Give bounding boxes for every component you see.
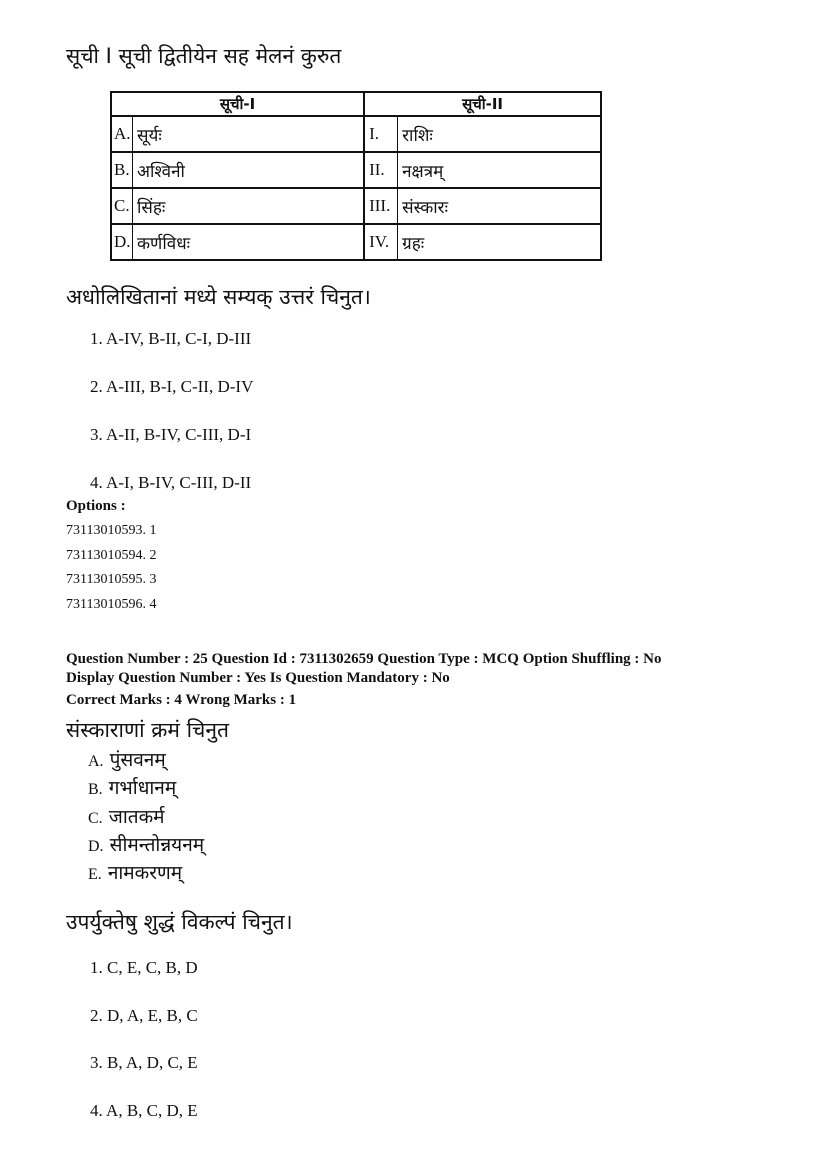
option-id: 73113010596. 4 [66,597,157,612]
row-value-left: अश्विनी [133,152,365,188]
table-header-row [111,92,601,116]
list-item [88,831,204,857]
column-header-list1: सूची-I [111,92,364,116]
option-id: 73113010594. 2 [66,548,157,563]
question-meta-line: Display Question Number : Yes Is Question Mandatory : No [66,670,450,686]
match-table [110,91,602,261]
answer-option-4[interactable]: 4. A, B, C, D, E [90,1101,198,1120]
row-label-right: IV. [364,224,398,260]
table-row [111,152,601,188]
row-value-left: कर्णविधः [133,224,365,260]
table-row [111,188,601,224]
item-text: जातकर्म [108,806,165,828]
column-header-list2: सूची-II [364,92,601,116]
question-title: सूची I सूची द्वितीयेन सह मेलनं कुरुत [66,44,342,68]
option-id: 73113010595. 3 [66,572,157,587]
item-letter: B. [88,781,103,798]
options-label: Options : [66,498,126,514]
list-item [88,774,176,800]
question-stem: संस्काराणां क्रमं चिनुत [66,718,230,742]
item-text: गर्भाधानम् [108,777,177,799]
answer-option-3[interactable]: 3. A-II, B-IV, C-III, D-I [90,425,252,444]
row-value-right: राशिः [398,116,601,152]
row-label-right: I. [364,116,398,152]
row-value-left: सूर्यः [133,116,365,152]
row-label-right: III. [364,188,398,224]
row-value-right: नक्षत्रम् [398,152,601,188]
answer-option-2[interactable]: 2. A-III, B-I, C-II, D-IV [90,377,254,396]
row-label-left: D. [111,224,133,260]
table-row [111,116,601,152]
list-item [88,859,182,885]
item-letter: C. [88,810,103,827]
answer-option-3[interactable]: 3. B, A, D, C, E [90,1053,198,1072]
option-id: 73113010593. 1 [66,523,157,538]
row-label-right: II. [364,152,398,188]
item-text: सीमन्तोन्नयनम् [109,834,205,856]
row-value-right: संस्कारः [398,188,601,224]
answer-option-1[interactable]: 1. C, E, C, B, D [90,958,198,977]
row-label-left: C. [111,188,133,224]
instruction-text: उपर्युक्तेषु शुद्धं विकल्पं चिनुत। [66,910,293,934]
answer-option-4[interactable]: 4. A-I, B-IV, C-III, D-II [90,473,252,492]
item-text: पुंसवनम् [109,749,166,771]
marks-line: Correct Marks : 4 Wrong Marks : 1 [66,692,297,708]
item-letter: E. [88,866,102,883]
table-row [111,224,601,260]
item-text: नामकरणम् [107,862,183,884]
row-label-left: A. [111,116,133,152]
list-item [88,746,166,772]
row-label-left: B. [111,152,133,188]
question-meta-line: Question Number : 25 Question Id : 7311302659 Question Type : MCQ Option Shuffling : No [66,651,662,667]
item-letter: A. [88,753,104,770]
list-item [88,803,165,829]
item-letter: D. [88,838,104,855]
row-value-right: ग्रहः [398,224,601,260]
instruction-text: अधोलिखितानां मध्ये सम्यक् उत्तरं चिनुत। [66,285,371,309]
answer-option-1[interactable]: 1. A-IV, B-II, C-I, D-III [90,329,252,348]
answer-option-2[interactable]: 2. D, A, E, B, C [90,1006,198,1025]
row-value-left: सिंहः [133,188,365,224]
